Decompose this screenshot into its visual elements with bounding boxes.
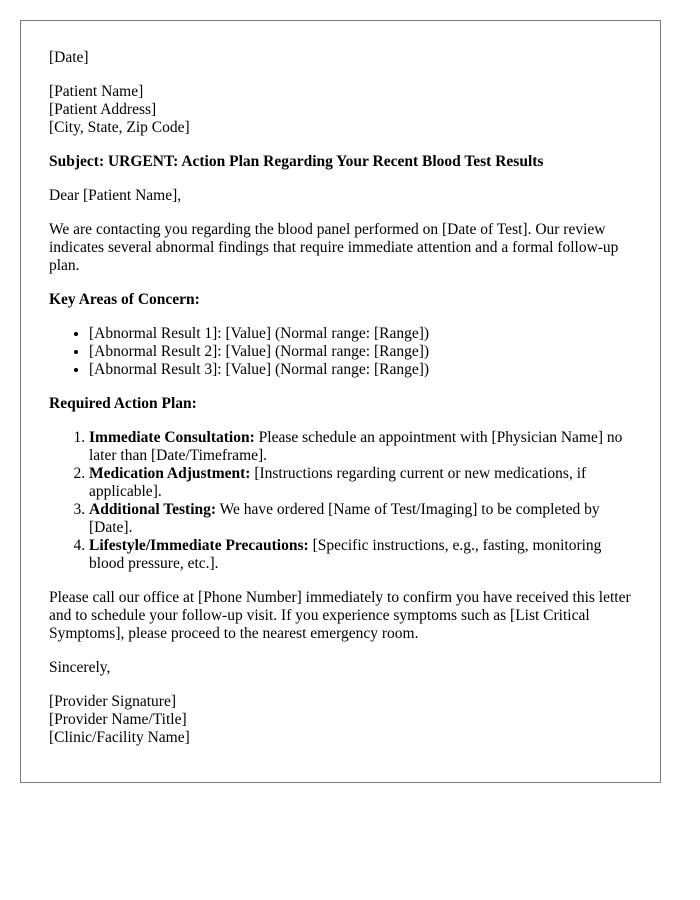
recipient-name: [Patient Name] (49, 83, 144, 100)
concern-item: • [Abnormal Result 2]: [Value] (Normal range: [Range]) (89, 343, 632, 361)
letter-date: [Date] (49, 49, 89, 66)
action-item (89, 537, 632, 573)
closing-paragraph: Please call our office at [Phone Number] immediately to confirm you have received this letter and to schedule your follow-up visit. If you experience symptoms such as [List Critical Symptoms], please proceed to the nearest emergency room. (49, 589, 631, 642)
letter-signoff: Sincerely, (49, 659, 111, 676)
action-item-title: Lifestyle/Immediate Precautions: (89, 537, 309, 554)
action-item-text: [Instructions regarding current or new medications, if applicable]. (89, 465, 587, 500)
letter-subject: Subject: URGENT: Action Plan Regarding Your Recent Blood Test Results (49, 153, 544, 170)
action-item (89, 501, 632, 537)
action-item-text: Please schedule an appointment with [Physician Name] no later than [Date/Timeframe]. (89, 429, 623, 464)
action-item (89, 465, 632, 501)
letter-document (20, 20, 661, 783)
action-item-title: Medication Adjustment: (89, 465, 251, 482)
action-item-text: [Specific instructions, e.g., fasting, monitoring blood pressure, etc.]. (89, 537, 602, 572)
recipient-address-block (49, 83, 632, 137)
recipient-address: [Patient Address] (49, 101, 157, 118)
action-item-title: Immediate Consultation: (89, 429, 255, 446)
action-item (89, 429, 632, 465)
concern-item: • [Abnormal Result 3]: [Value] (Normal range: [Range]) (89, 361, 632, 379)
action-plan-heading: Required Action Plan: (49, 395, 197, 412)
provider-name-title: [Provider Name/Title] (49, 711, 187, 728)
action-plan-list (49, 429, 632, 573)
concerns-list (49, 325, 632, 379)
recipient-city-state-zip: [City, State, Zip Code] (49, 119, 190, 136)
concerns-heading: Key Areas of Concern: (49, 291, 200, 308)
letter-salutation: Dear [Patient Name], (49, 187, 182, 204)
intro-paragraph: We are contacting you regarding the blood panel performed on [Date of Test]. Our review indicates several abnormal findings that require immediate attention and a formal follow-up plan. (49, 221, 619, 274)
action-item-text: We have ordered [Name of Test/Imaging] to be completed by [Date]. (89, 501, 600, 536)
concern-item: • [Abnormal Result 1]: [Value] (Normal range: [Range]) (89, 325, 632, 343)
action-item-title: Additional Testing: (89, 501, 217, 518)
signature-block (49, 693, 632, 747)
clinic-name: [Clinic/Facility Name] (49, 729, 190, 746)
provider-signature: [Provider Signature] (49, 693, 176, 710)
